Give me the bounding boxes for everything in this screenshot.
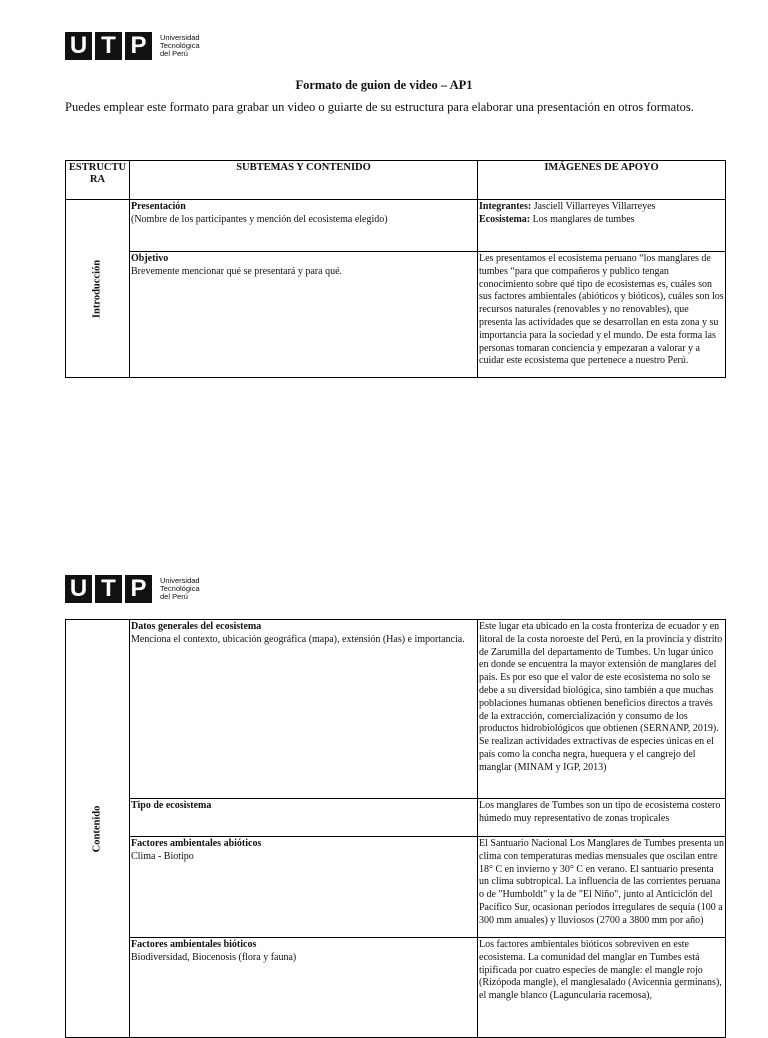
- support-cell: Integrantes: Jasciell Villarreyes Villarreyes Ecosistema: Los manglares de tumbes: [478, 200, 726, 252]
- logo-letter-u: U: [65, 32, 92, 60]
- script-table-intro: [65, 160, 726, 378]
- logo-text: Universidad Tecnológica del Perú: [160, 576, 200, 601]
- logo-letter-t: T: [95, 32, 122, 60]
- header-support-images: IMÁGENES DE APOYO: [478, 161, 726, 200]
- intro-paragraph: Puedes emplear este formato para grabar un video o guiarte de su estructura para elaborar una presentación en otros formatos.: [65, 100, 694, 114]
- logo-text: Universidad Tecnológica del Perú: [160, 33, 200, 58]
- subtopic-cell: Datos generales del ecosistema Menciona el contexto, ubicación geográfica (mapa), extensión (Has) e importancia.: [130, 620, 478, 799]
- subtopic-cell: Presentación (Nombre de los participantes y mención del ecosistema elegido): [130, 200, 478, 252]
- section-label: Introducción: [91, 259, 103, 318]
- utp-logo: [65, 32, 200, 60]
- support-cell: Los manglares de Tumbes son un tipo de ecosistema costero húmedo muy representativo de zonas tropicales: [478, 799, 726, 837]
- support-cell: Los factores ambientales bióticos sobreviven en este ecosistema. La comunidad del manglar en Tumbes está tipificada por cuatro especies de mangle: el mangle rojo (Rizópoda mangle), el manglesalado (Avicennia germinans), el mangle blanco (Laguncularia racemosa),: [478, 938, 726, 1038]
- logo-letter-p: P: [125, 32, 152, 60]
- table-row: [66, 799, 726, 837]
- utp-logo: [65, 575, 200, 603]
- table-row: [66, 200, 726, 252]
- logo-letter-p: P: [125, 575, 152, 603]
- subtopic-cell: Tipo de ecosistema: [130, 799, 478, 837]
- header-structure: ESTRUCTU RA: [66, 161, 130, 200]
- page-title: Formato de guion de video – AP1: [295, 78, 473, 92]
- table-row: [66, 938, 726, 1038]
- logo-letter-u: U: [65, 575, 92, 603]
- table-row: [66, 252, 726, 378]
- subtopic-cell: Factores ambientales abióticos Clima - Biotipo: [130, 837, 478, 938]
- subtopic-cell: Objetivo Brevemente mencionar qué se presentará y para qué.: [130, 252, 478, 378]
- section-cell: [66, 620, 130, 1038]
- table-row: [66, 837, 726, 938]
- table-row: [66, 620, 726, 799]
- logo-letter-t: T: [95, 575, 122, 603]
- header-subtopics: SUBTEMAS Y CONTENIDO: [130, 161, 478, 200]
- support-cell: El Santuario Nacional Los Manglares de Tumbes presenta un clima con temperaturas medias mensuales que oscilan entre 18° C en invierno y 30° C en verano. El santuario presenta un clima subtropical. La influencia de las corrientes peruana o de "Humboldt" y la de "El Niño", junto al Anticiclón del Pacífico Sur, ocasionan periodos irregulares de sequía (100 a 300 mm anuales) y lluviosos (2700 a 3800 mm por año): [478, 837, 726, 938]
- section-cell: [66, 200, 130, 378]
- subtopic-cell: Factores ambientales bióticos Biodiversidad, Biocenosis (flora y fauna): [130, 938, 478, 1038]
- section-label: Contenido: [91, 805, 103, 852]
- table-header-row: [66, 161, 726, 200]
- script-table-content: [65, 619, 726, 1038]
- support-cell: Les presentamos el ecosistema peruano “los manglares de tumbes “para que compañeros y publico tengan conocimiento sobre qué tipo de ecosistemas es, cuáles son sus factores ambientales (abióticos y bióticos), cuáles son los recursos naturales (renovables y no renovables), que presenta las actividades que se desarrollan en esta zona y su importancia para la sociedad y el mundo. De esta forma las personas tomaran conciencia y empezaran a valorar y a cuidar este ecosistema que pertenece a nuestro Perú.: [478, 252, 726, 378]
- support-cell: Este lugar eta ubicado en la costa fronteriza de ecuador y en litoral de la costa noroeste del Perú, en la provincia y distrito de Zarumilla del departamento de Tumbes. Un lugar único en donde se encuentra la mayor extensión de manglares del país. Es por eso que el valor de este ecosistema no solo se debe a su diversidad biológica, sino también a que muchas poblaciones humanas obtienen beneficios directos a través de la extracción, comercialización y consumo de los productos hidrobiológicos que obtienen (SERNANP, 2019). Se realizan actividades extractivas de especies únicas en el país como la concha negra, huequera y el cangrejo del manglar (MINAM y IGP, 2013): [478, 620, 726, 799]
